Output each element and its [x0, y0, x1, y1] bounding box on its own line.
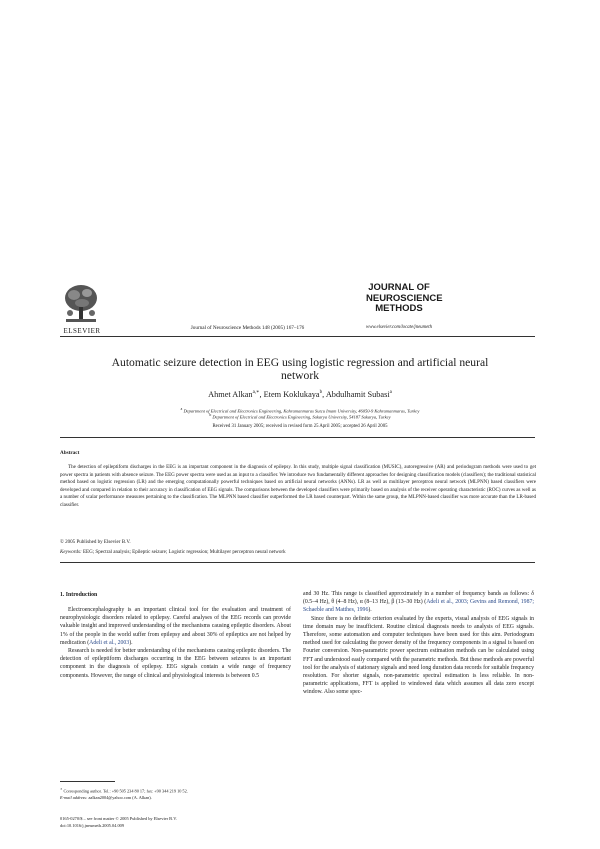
paragraph: [303, 590, 534, 615]
footnote-line: [60, 786, 300, 795]
affiliation: [80, 413, 520, 420]
keywords: [60, 549, 536, 555]
publisher-name: ELSEVIER: [63, 327, 101, 335]
paragraph-text: Electroencephalography is an important clinical tool for the evaluation and treatment of neurophysiologic disorders related to epilepsy. Careful analyses of the EEG records can provide valuable insight and improved understanding of the mechanisms causing epileptic disorders. About 1% of the people in the world suffer from epilepsy and about 30% of epileptics are not helped by medication (: [60, 607, 291, 646]
journal-logo-line: NEUROSCIENCE: [366, 292, 443, 304]
footnote: [60, 786, 300, 801]
journal-logo-line: JOURNAL OF: [368, 282, 430, 293]
journal-citation: Journal of Neuroscience Methods 148 (2005) 167–176: [190, 325, 305, 331]
footnote-contact: Corresponding author. Tel.: +90 505 234 80 17; fax: +90 344 219 10 52.: [63, 788, 188, 794]
keywords-label: Keywords:: [60, 549, 82, 555]
footnote-divider: [60, 781, 115, 782]
keywords-text: EEG; Spectral analysis; Epileptic seizure; Logistic regression; Multilayer perceptron neural network: [82, 549, 286, 555]
abstract-copyright: © 2005 Published by Elsevier B.V.: [60, 539, 131, 545]
received-dates: Received 31 January 2005; received in revised form 25 April 2005; accepted 26 April 2005: [212, 424, 388, 429]
doi-line[interactable]: doi:10.1016/j.jneumeth.2005.04.009: [60, 822, 125, 828]
header-divider: [60, 336, 535, 337]
paragraph-text: and 30 Hz. This range is classified approximately in a number of frequency bands as follows: δ (0.5–4 Hz), θ (4–8 Hz), α (8–13 Hz), β (13–30 Hz) (: [303, 591, 534, 606]
journal-logo: [366, 282, 443, 315]
author-marks[interactable]: a: [389, 390, 392, 395]
author-marks[interactable]: b: [319, 390, 323, 395]
affiliation-mark: b: [209, 413, 212, 417]
abstract-text: The detection of epileptiform discharges in the EEG is an important component in the diagnosis of epilepsy. In this study, multiple signal classification (MUSIC), autoregressive (AR) and periodogram methods were used to get power spectra in patients with absence seizure. The EEG power spectra were used as an input to a classifier. We introduce two fundamentally different approaches for designing classification models (classifiers); the traditional statistical method based on logistic regression (LR) and the emerging computationally powerful techniques based on artificial neural networks (ANNs). LR as well as multilayer perceptron neural network (MLPNN) based classifiers were developed and compared in relation to their accuracy in classification of EEG signals. The comparisons between the developed classifiers were primarily based on analysis of the receiver operating characteristic (ROC) curves as well as a number of scalar performance measures pertaining to the classification. The MLPNN based classifier outperformed the LR based counterpart. Within the same group, the MLPNN-based classifier was more accurate than the LR-based classifier.: [60, 464, 536, 508]
abstract-heading: Abstract: [60, 450, 80, 456]
paragraph-text: ).: [129, 639, 133, 646]
email-label: E-mail address:: [60, 794, 88, 800]
abstract-body: [60, 464, 536, 510]
footnote-line: [60, 795, 300, 801]
keywords-divider: [60, 562, 535, 563]
article-title: Automatic seizure detection in EEG using logistic regression and artificial neural network: [111, 356, 489, 383]
paragraph: Research is needed for better understanding of the mechanisms causing epileptic disorders. The detection of epileptiform discharges occurring in the EEG between seizures is an important component in the diagnosis of epilepsy. EEG signals contain a wide range of frequency components. However, the range of clinical and physiological interests is between 0.5: [60, 647, 291, 679]
affiliation-text: Department of Electrical and Electronics Engineering, Sakarya University, 54187 Sakarya, Turkey: [212, 414, 391, 420]
affiliation-text: Department of Electrical and Electronics Engineering, Kahramanmaras Sutcu Imam University, 46050-9 Kahramanmaras, Turkey: [183, 408, 420, 414]
affiliation-mark: a: [180, 407, 183, 411]
author-marks[interactable]: a,∗: [252, 390, 260, 395]
footnote-mark: ∗: [60, 787, 63, 791]
author-name: Etem Koklukaya: [263, 389, 320, 399]
citation-link[interactable]: Adeli et al., 2003: [89, 639, 130, 646]
paragraph: Since there is no definite criterion evaluated by the experts, visual analysis of EEG signals in time domain may be insufficient. Routine clinical diagnosis needs to analysis of EEG signals. Therefore, some automation and computer techniques have been used for this aim. Periodogram method used for calculating the power density of the frequency components in a signal is based on Fourier conversion. Non-parametric power spectrum estimation methods can be calculated using FFT and understood easily compared with the parametric methods. But these methods are powerful tool for the analysis of stationary signals and need long duration data records for suitable frequency resolution. For shorter signals, non-parametric spectral estimation is less reliable. In non-parametric applications, FFT is applied to windowed data which assumes all data zero except window. Also some spec-: [303, 615, 534, 696]
citation-link[interactable]: Adeli et al., 2003; Gevins and Remond, 1987; Schaeble and Matthes, 1996: [303, 599, 534, 614]
section-heading: 1. Introduction: [60, 592, 98, 598]
left-column: [60, 606, 291, 680]
right-column: [303, 590, 534, 696]
journal-logo-line: METHODS: [375, 303, 423, 314]
elsevier-tree-logo: [62, 283, 100, 327]
author-name: Ahmet Alkan: [208, 389, 253, 399]
paragraph-text: ).: [368, 607, 372, 614]
author-name: Abdulhamit Subasi: [325, 389, 390, 399]
abstract-divider: [60, 437, 535, 438]
author-list: Ahmet Alkan$^{a,∗}$, Etem Koklukaya$^b$, Abdulhamit Subasi$^a$: [208, 389, 392, 399]
issn-line: 0165-0270/$ – see front matter © 2005 Published by Elsevier B.V.: [60, 816, 177, 821]
paragraph: [60, 606, 291, 647]
journal-url[interactable]: www.elsevier.com/locate/jneumeth: [366, 325, 432, 330]
email-address[interactable]: aalkan2004@yahoo.com (A. Alkan).: [88, 794, 152, 800]
issn-block: [60, 816, 300, 829]
